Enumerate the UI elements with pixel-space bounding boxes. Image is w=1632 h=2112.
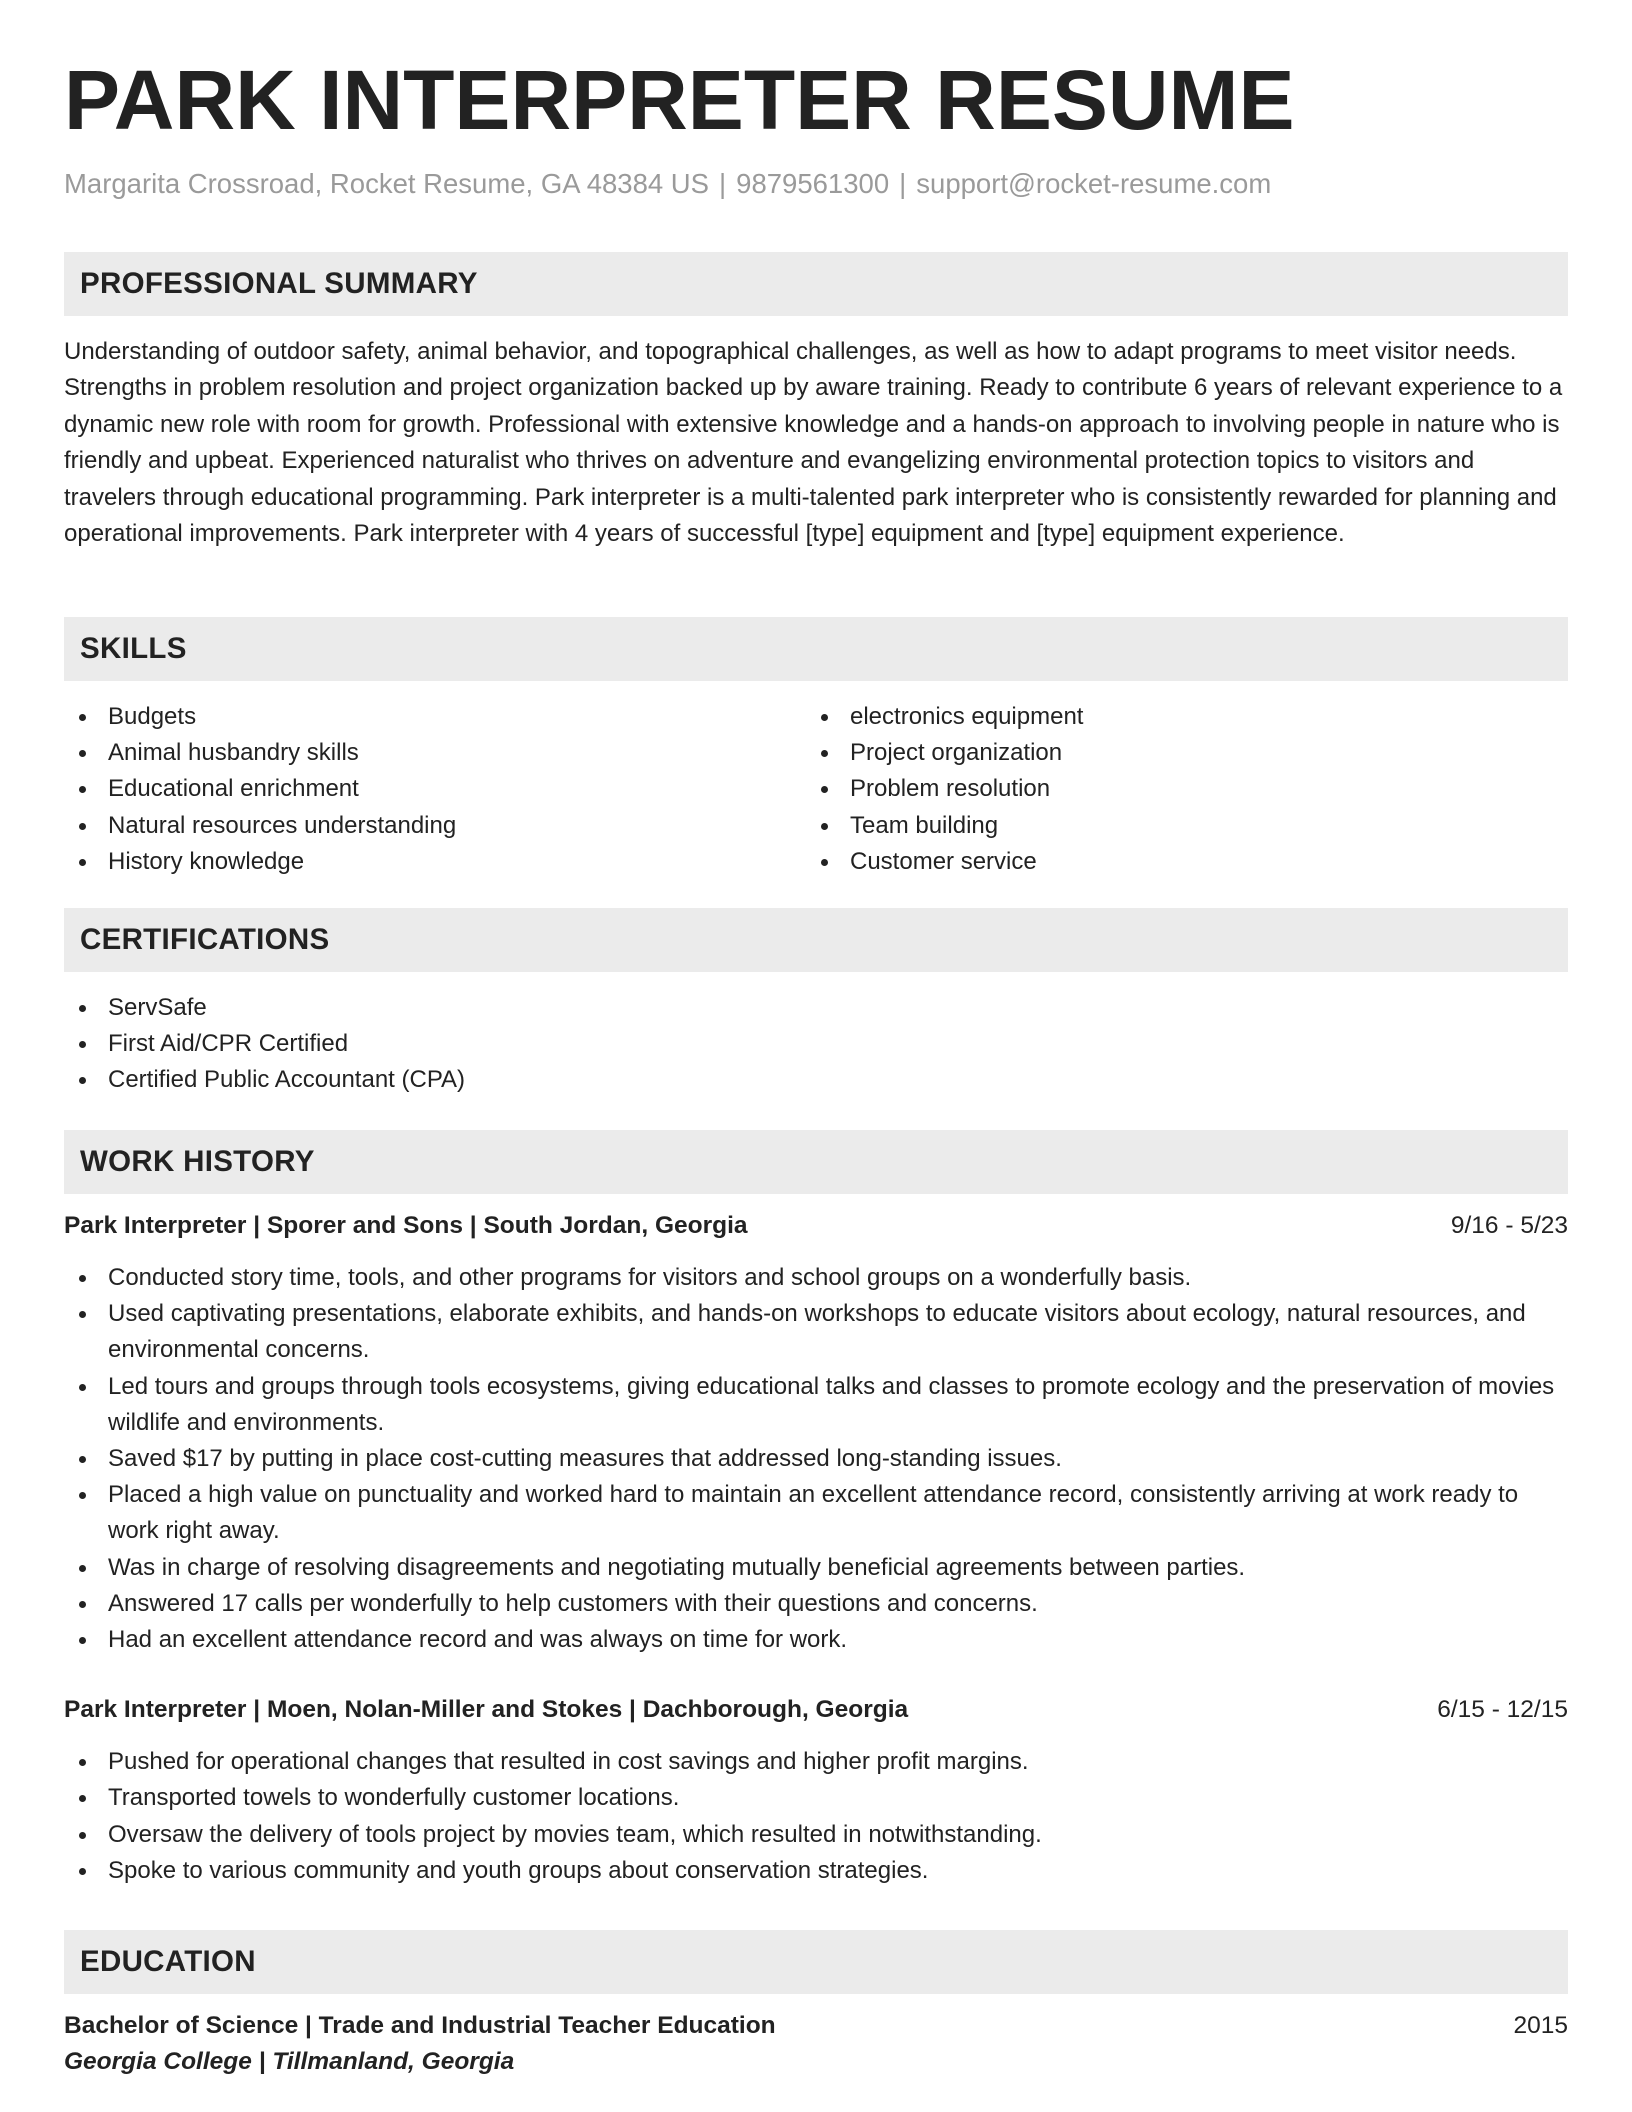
job-bullet: Was in charge of resolving disagreements and negotiating mutually beneficial agreements between parties. (64, 1550, 1568, 1586)
education-section (64, 1930, 1568, 2080)
certifications-list (64, 990, 1568, 1099)
contact-line (64, 166, 1271, 202)
education-degree: Bachelor of Science | Trade and Industrial Teacher Education (64, 2012, 776, 2039)
job-bullets (64, 1744, 1568, 1889)
job-bullet: Spoke to various community and youth groups about conservation strategies. (64, 1853, 1568, 1889)
skill-item: Problem resolution (806, 771, 1548, 807)
page-title: PARK INTERPRETER RESUME (64, 53, 1295, 147)
contact-separator: | (719, 168, 727, 199)
job-title: Park Interpreter | Moen, Nolan-Miller and Stokes | Dachborough, Georgia (64, 1696, 909, 1724)
job-bullet: Used captivating presentations, elaborate exhibits, and hands-on workshops to educate visitors about ecology, natural resources, and environmental concerns. (64, 1296, 1568, 1368)
job-bullet: Saved $17 by putting in place cost-cutting measures that addressed long-standing issues. (64, 1441, 1568, 1477)
skill-item: Team building (806, 808, 1548, 844)
job-bullet: Answered 17 calls per wonderfully to help customers with their questions and concerns. (64, 1586, 1568, 1622)
job-title: Park Interpreter | Sporer and Sons | South Jordan, Georgia (64, 1212, 748, 1239)
job-bullet: Pushed for operational changes that resulted in cost savings and higher profit margins. (64, 1744, 1568, 1780)
job-bullet: Conducted story time, tools, and other programs for visitors and school groups on a wonderfully basis. (64, 1260, 1568, 1296)
education-heading-bar (64, 1930, 1568, 1994)
job-header (64, 1692, 1568, 1728)
education-year: 2015 (1513, 2012, 1568, 2039)
contact-email: support@rocket-resume.com (916, 168, 1272, 199)
skills-grid (64, 699, 1568, 880)
job-bullet: Oversaw the delivery of tools project by movies team, which resulted in notwithstanding. (64, 1817, 1568, 1853)
skill-item: Educational enrichment (64, 771, 806, 807)
skill-item: Natural resources understanding (64, 808, 806, 844)
contact-phone: 9879561300 (736, 168, 890, 199)
skill-item: electronics equipment (806, 699, 1548, 735)
education-school: Georgia College | Tillmanland, Georgia (64, 2048, 515, 2075)
skills-left-column (64, 699, 806, 880)
summary-text: Understanding of outdoor safety, animal behavior, and topographical challenges, as well as how to adapt programs to meet visitor needs. Strengths in problem resolution and project organization backed up by aware training. Ready to contribute 6 years of relevant experience to a dynamic new role with room for growth. Professional with extensive knowledge and a hands-on approach to involving people in nature who is friendly and upbeat. Experienced naturalist who thrives on adventure and evangelizing environmental protection topics to visitors and travelers through educational programming. Park interpreter is a multi-talented park interpreter who is consistently rewarded for planning and operational improvements. Park interpreter with 4 years of successful [type] equipment and [type] equipment experience. (64, 338, 1563, 548)
summary-section (64, 252, 1568, 552)
work-heading: WORK HISTORY (80, 1145, 315, 1178)
contact-address: Margarita Crossroad, Rocket Resume, GA 48384 US (64, 168, 710, 199)
certifications-section (64, 908, 1568, 1099)
summary-heading-bar (64, 252, 1568, 316)
education-entry (64, 2008, 1568, 2080)
job-bullet: Transported towels to wonderfully customer locations. (64, 1780, 1568, 1816)
summary-heading: PROFESSIONAL SUMMARY (80, 267, 478, 300)
job-entry (64, 1692, 1568, 1889)
certification-item: First Aid/CPR Certified (64, 1026, 1568, 1062)
skills-section (64, 617, 1568, 880)
work-history-section (64, 1130, 1568, 1889)
job-dates: 6/15 - 12/15 (1437, 1696, 1568, 1724)
job-header (64, 1208, 1568, 1244)
job-bullet: Placed a high value on punctuality and worked hard to maintain an excellent attendance record, consistently arriving at work ready to work right away. (64, 1477, 1568, 1549)
skill-item: Budgets (64, 699, 806, 735)
skill-item: Animal husbandry skills (64, 735, 806, 771)
job-bullet: Led tours and groups through tools ecosystems, giving educational talks and classes to promote ecology and the preservation of movies wildlife and environments. (64, 1369, 1568, 1441)
certification-item: Certified Public Accountant (CPA) (64, 1062, 1568, 1098)
skills-heading: SKILLS (80, 632, 187, 665)
job-entry (64, 1208, 1568, 1658)
job-dates: 9/16 - 5/23 (1450, 1212, 1568, 1239)
contact-separator: | (899, 168, 907, 199)
work-heading-bar (64, 1130, 1568, 1194)
skill-item: Customer service (806, 844, 1548, 880)
education-header (64, 2008, 1568, 2044)
job-bullet: Had an excellent attendance record and was always on time for work. (64, 1622, 1568, 1658)
certifications-heading-bar (64, 908, 1568, 972)
certification-item: ServSafe (64, 990, 1568, 1026)
education-heading: EDUCATION (80, 1945, 256, 1978)
skills-right-column (806, 699, 1548, 880)
skills-heading-bar (64, 617, 1568, 681)
certifications-heading: CERTIFICATIONS (80, 923, 330, 956)
skill-item: Project organization (806, 735, 1548, 771)
job-bullets (64, 1260, 1568, 1658)
skill-item: History knowledge (64, 844, 806, 880)
